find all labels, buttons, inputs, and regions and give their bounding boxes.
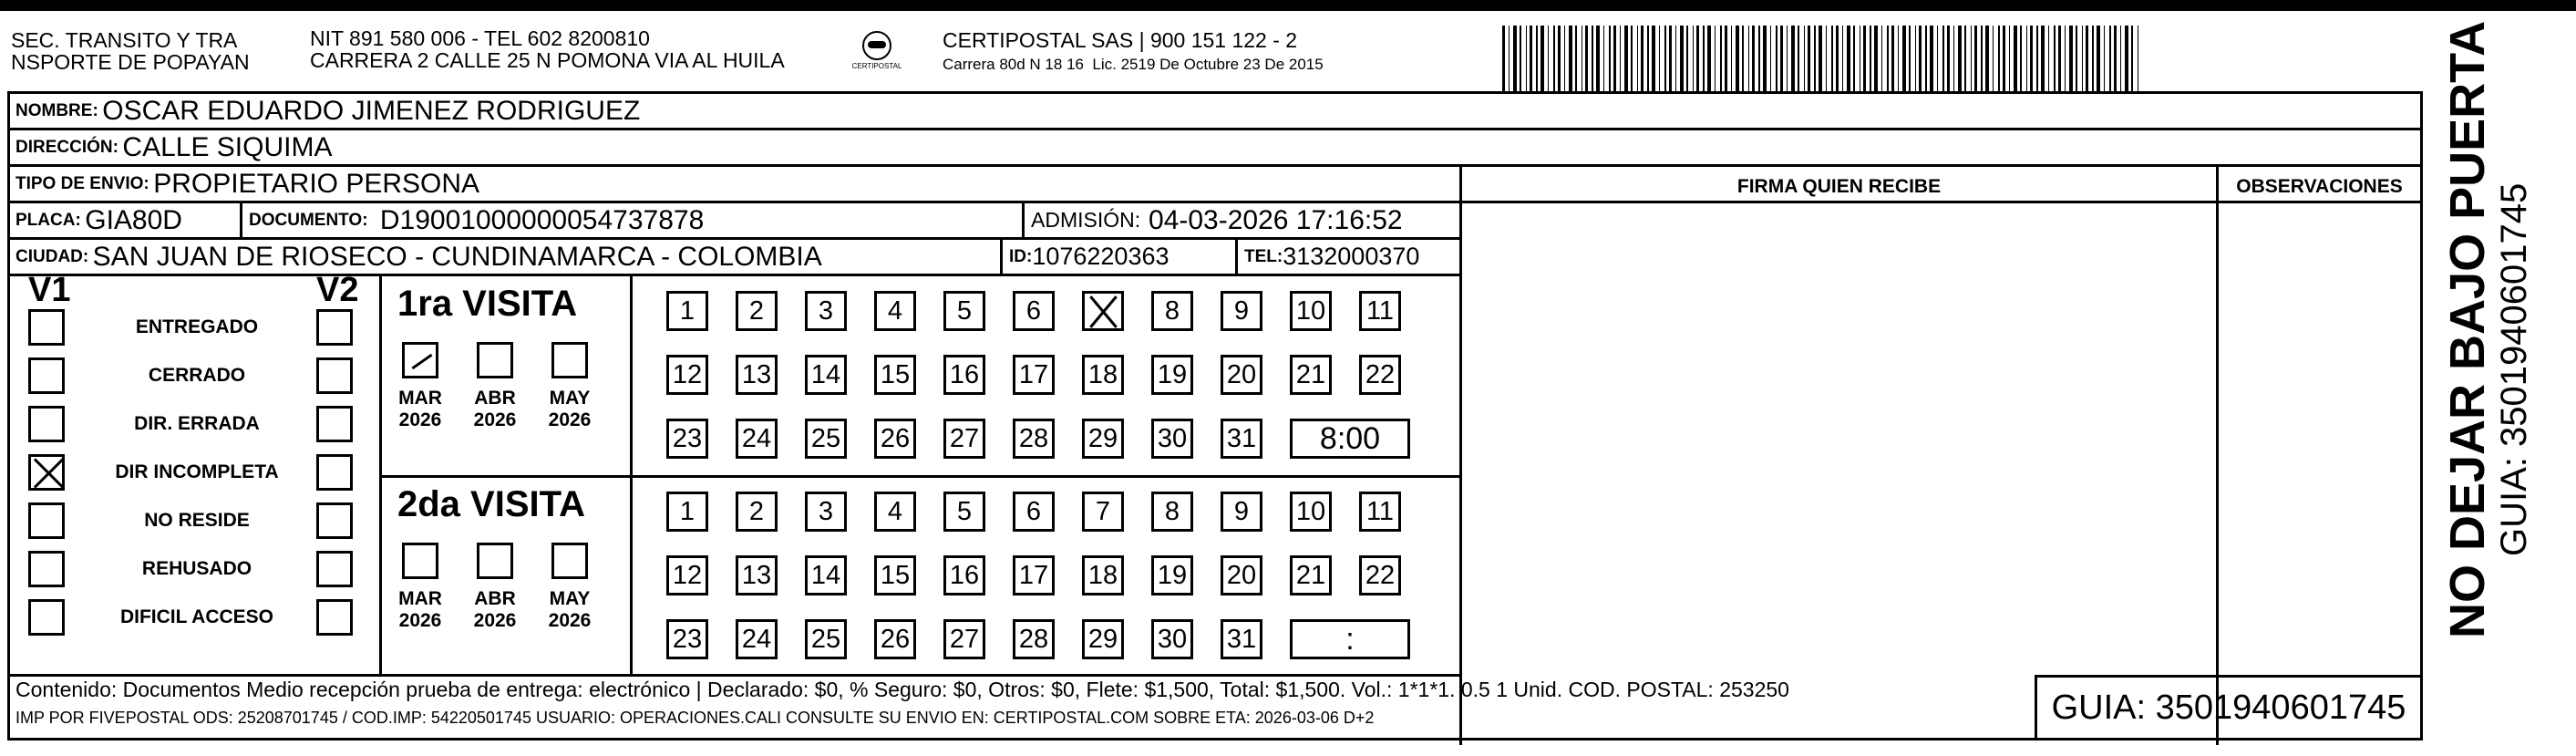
day-box[interactable]: 31 (1221, 619, 1262, 659)
day-box[interactable]: 5 (943, 492, 985, 532)
id-label: ID: (1009, 246, 1033, 266)
day-box[interactable]: 12 (666, 355, 708, 395)
visit-time-box[interactable]: : (1290, 619, 1410, 659)
barcode-bar (1725, 26, 1727, 91)
barcode-bar (1937, 26, 1938, 91)
barcode-bar (2026, 26, 2027, 91)
tel-label: TEL: (1244, 246, 1283, 266)
barcode-bar (2131, 26, 2133, 91)
barcode-bar (2092, 26, 2094, 91)
day-box[interactable]: 16 (943, 355, 985, 395)
day-box[interactable]: 13 (736, 555, 778, 595)
month-label: MAR 2026 (398, 388, 442, 431)
barcode (1502, 26, 2142, 91)
barcode-bar (1680, 26, 1684, 91)
ciudad-label: CIUDAD: (15, 246, 89, 266)
barcode-bar (1891, 26, 1894, 91)
barcode-bar (1787, 26, 1788, 91)
barcode-bar (1558, 26, 1561, 91)
barcode-bar (1736, 26, 1739, 91)
guia-box (2035, 675, 2423, 740)
barcode-bar (1826, 26, 1827, 91)
company-block (943, 29, 1324, 73)
barcode-bar (1731, 26, 1732, 91)
barcode-bar (1548, 26, 1549, 91)
barcode-bar (1804, 26, 1805, 91)
day-box[interactable]: 25 (805, 419, 847, 459)
barcode-bar (1763, 26, 1767, 91)
day-box[interactable]: 20 (1221, 355, 1262, 395)
status-label: CERRADO (148, 365, 246, 386)
day-box[interactable]: 9 (1221, 492, 1262, 532)
logo-icon (862, 31, 891, 60)
delivery-form (7, 91, 2423, 740)
day-box[interactable]: 2 (736, 492, 778, 532)
month-label: ABR 2026 (473, 388, 517, 431)
status-label: NO RESIDE (144, 510, 250, 531)
barcode-bar (1631, 26, 1633, 91)
barcode-bar (1748, 26, 1749, 91)
v2-checkbox-0[interactable] (316, 309, 353, 346)
ciudad-value: SAN JUAN DE RIOSECO - CUNDINAMARCA - COLOMBIA (92, 241, 822, 272)
guia-box-text: GUIA: 3501940601745 (2051, 688, 2406, 727)
day-box[interactable]: 12 (666, 555, 708, 595)
day-box[interactable]: 7 (1082, 492, 1124, 532)
day-box[interactable]: 4 (874, 291, 916, 331)
barcode-bar (1798, 26, 1799, 91)
barcode-bar (1808, 26, 1810, 91)
day-box[interactable]: 22 (1359, 555, 1401, 595)
day-box[interactable]: 1 (666, 492, 708, 532)
tel-value: 3132000370 (1283, 243, 1420, 270)
status-label: DIR INCOMPLETA (115, 461, 279, 482)
day-box[interactable]: 21 (1290, 355, 1332, 395)
barcode-bar (1596, 26, 1600, 91)
barcode-bar (1669, 26, 1672, 91)
barcode-bar (1675, 26, 1676, 91)
day-box[interactable]: 14 (805, 555, 847, 595)
sender-block (11, 29, 250, 73)
barcode-bar (1930, 26, 1933, 91)
barcode-bar (1870, 26, 1871, 91)
month-label: MAY 2026 (548, 388, 592, 431)
barcode-bar (2048, 26, 2049, 91)
day-box[interactable]: 8 (1151, 492, 1193, 532)
barcode-bar (2082, 26, 2083, 91)
barcode-bar (1693, 26, 1694, 91)
v2-checkbox-6[interactable] (316, 599, 353, 636)
day-box[interactable]: 23 (666, 619, 708, 659)
day-box[interactable]: 20 (1221, 555, 1262, 595)
barcode-bar (1641, 26, 1643, 91)
barcode-bar (1985, 26, 1989, 91)
barcode-bar (1814, 26, 1816, 91)
barcode-bar (1971, 26, 1972, 91)
day-box[interactable] (1082, 291, 1124, 331)
placa-value: GIA80D (85, 204, 182, 235)
barcode-bar (1513, 26, 1517, 91)
top-edge-bar (0, 0, 2576, 11)
nit-block (310, 27, 785, 71)
side-guia: GUIA: 3501940601745 (2494, 182, 2534, 556)
day-box[interactable]: 28 (1013, 419, 1055, 459)
barcode-bar (1647, 26, 1649, 91)
month-checkbox-abr[interactable] (477, 342, 513, 378)
day-box[interactable]: 22 (1359, 355, 1401, 395)
barcode-bar (2030, 26, 2033, 91)
day-box[interactable]: 24 (736, 619, 778, 659)
nombre-value: OSCAR EDUARDO JIMENEZ RODRIGUEZ (102, 95, 641, 126)
day-box[interactable]: 11 (1359, 291, 1401, 331)
v1-checkbox-3[interactable] (28, 454, 65, 491)
day-box[interactable]: 27 (943, 419, 985, 459)
day-box[interactable]: 30 (1151, 619, 1193, 659)
day-box[interactable]: 19 (1151, 355, 1193, 395)
placa-label: PLACA: (15, 210, 81, 230)
documento-value: D19001000000054737878 (379, 204, 705, 235)
barcode-bar (1791, 26, 1795, 91)
barcode-bar (2086, 26, 2088, 91)
row-ciudad (10, 240, 1459, 276)
day-box[interactable]: 27 (943, 619, 985, 659)
barcode-bar (1652, 26, 1655, 91)
day-box[interactable]: 24 (736, 419, 778, 459)
barcode-bar (2054, 26, 2056, 91)
day-box[interactable]: 9 (1221, 291, 1262, 331)
day-box[interactable]: 29 (1082, 619, 1124, 659)
day-box[interactable]: 18 (1082, 355, 1124, 395)
barcode-bar (1624, 26, 1628, 91)
visit-time-box[interactable]: 8:00 (1290, 419, 1410, 459)
barcode-bar (2097, 26, 2100, 91)
barcode-bar (1564, 26, 1565, 91)
barcode-bar (1780, 26, 1783, 91)
barcode-bar (1520, 26, 1521, 91)
barcode-bar (1609, 26, 1611, 91)
barcode-bar (1847, 26, 1850, 91)
day-box[interactable]: 26 (874, 619, 916, 659)
barcode-bar (1742, 26, 1744, 91)
day-box[interactable]: 10 (1290, 291, 1332, 331)
barcode-bar (2114, 26, 2117, 91)
direccion-label: DIRECCIÓN: (15, 137, 118, 157)
month-checkbox-may[interactable] (551, 543, 588, 579)
barcode-bar (1637, 26, 1638, 91)
day-box[interactable]: 13 (736, 355, 778, 395)
tipo-label: TIPO DE ENVIO: (15, 173, 149, 193)
nit-line-2: CARRERA 2 CALLE 25 N POMONA VIA AL HUILA (310, 48, 785, 73)
barcode-bar (2069, 26, 2073, 91)
month-label: ABR 2026 (473, 588, 517, 632)
v1-checkbox-1[interactable] (28, 357, 65, 394)
status-label: DIR. ERRADA (134, 413, 260, 434)
barcode-bar (1831, 26, 1833, 91)
barcode-bar (1585, 26, 1588, 91)
v1-checkbox-0[interactable] (28, 309, 65, 346)
barcode-bar (2125, 26, 2128, 91)
v1-label: V1 (28, 271, 71, 309)
barcode-bar (1881, 26, 1882, 91)
barcode-bar (1853, 26, 1855, 91)
day-box[interactable]: 2 (736, 291, 778, 331)
barcode-bar (1703, 26, 1705, 91)
barcode-bar (1974, 26, 1977, 91)
company-line-1: CERTIPOSTAL SAS | 900 151 122 - 2 (943, 28, 1298, 52)
barcode-bar (1540, 26, 1544, 91)
barcode-bar (1909, 26, 1911, 91)
v1-checkbox-4[interactable] (28, 502, 65, 539)
barcode-bar (2020, 26, 2022, 91)
direccion-value: CALLE SIQUIMA (122, 131, 333, 162)
day-box[interactable]: 16 (943, 555, 985, 595)
day-box[interactable]: 6 (1013, 291, 1055, 331)
month-label: MAR 2026 (398, 588, 442, 632)
nombre-label: NOMBRE: (15, 100, 98, 120)
barcode-bar (1603, 26, 1604, 91)
v1-checkbox-6[interactable] (28, 599, 65, 636)
barcode-bar (2109, 26, 2111, 91)
month-checkbox-mar[interactable] (402, 543, 438, 579)
row-direccion (10, 130, 2420, 167)
month-checkbox-may[interactable] (551, 342, 588, 378)
barcode-bar (1770, 26, 1771, 91)
barcode-bar (1613, 26, 1616, 91)
barcode-bar (1696, 26, 1699, 91)
firma-quien-recibe-label: FIRMA QUIEN RECIBE (1736, 176, 1942, 197)
day-box[interactable]: 4 (874, 492, 916, 532)
barcode-bar (1758, 26, 1760, 91)
v2-checkbox-1[interactable] (316, 357, 353, 394)
barcode-bar (1898, 26, 1899, 91)
barcode-bar (2036, 26, 2038, 91)
day-box[interactable]: 23 (666, 419, 708, 459)
barcode-bar (1964, 26, 1966, 91)
barcode-bar (1874, 26, 1878, 91)
row-nombre (10, 94, 2420, 130)
month-checkbox-abr[interactable] (477, 543, 513, 579)
day-box[interactable]: 29 (1082, 419, 1124, 459)
barcode-bar (2014, 26, 2017, 91)
status-label: REHUSADO (141, 558, 252, 579)
barcode-bar (2065, 26, 2066, 91)
logo-text: CERTIPOSTAL (851, 62, 902, 70)
month-label: MAY 2026 (548, 588, 592, 632)
status-label: ENTREGADO (135, 316, 259, 337)
v1-checkbox-2[interactable] (28, 406, 65, 442)
barcode-bar (1509, 26, 1510, 91)
barcode-bar (1925, 26, 1927, 91)
v2-checkbox-4[interactable] (316, 502, 353, 539)
barcode-bar (1993, 26, 1994, 91)
day-box[interactable]: 5 (943, 291, 985, 331)
day-box[interactable]: 25 (805, 619, 847, 659)
barcode-bar (1863, 26, 1866, 91)
admision-label: ADMISIÓN: (1031, 208, 1141, 232)
barcode-bar (2003, 26, 2005, 91)
barcode-bar (1553, 26, 1555, 91)
day-box[interactable]: 15 (874, 555, 916, 595)
documento-label: DOCUMENTO: (249, 210, 368, 230)
day-box[interactable]: 17 (1013, 355, 1055, 395)
barcode-bar (2041, 26, 2045, 91)
footer-contenido: Contenido: Documentos Medio recepción prueba de entrega: electrónico | Declarado: $0, % Seguro: $0, Otros: $0, Flete: $1,500, Total: $1,500. Vol.: 1*1*1. 0.5 1 Unid. COD. POSTAL: 253250 (15, 678, 1789, 701)
barcode-bar (1887, 26, 1889, 91)
barcode-bar (1981, 26, 1983, 91)
visit-title-1: 1ra VISITA (397, 284, 578, 324)
day-box[interactable]: 3 (805, 291, 847, 331)
barcode-bar (1998, 26, 2000, 91)
day-box[interactable]: 8 (1151, 291, 1193, 331)
v1-checkbox-5[interactable] (28, 551, 65, 587)
barcode-bar (1776, 26, 1777, 91)
barcode-bar (2076, 26, 2077, 91)
day-box[interactable]: 10 (1290, 492, 1332, 532)
tipo-value: PROPIETARIO PERSONA (153, 168, 480, 199)
barcode-bar (1659, 26, 1660, 91)
no-dejar-bajo-puerta: NO DEJAR BAJO PUERTA (2440, 20, 2495, 638)
day-box[interactable]: 28 (1013, 619, 1055, 659)
day-box[interactable]: 31 (1221, 419, 1262, 459)
barcode-bar (1575, 26, 1577, 91)
status-label: DIFICIL ACCESO (119, 606, 273, 627)
company-line-2: Carrera 80d N 18 16 Lic. 2519 De Octubre 23 De 2015 (943, 56, 1324, 74)
barcode-bar (1947, 26, 1950, 91)
row-placa (10, 203, 1459, 240)
admision-value: 04-03-2026 17:16:52 (1149, 204, 1403, 235)
certipostal-logo (848, 31, 906, 77)
barcode-bar (1707, 26, 1711, 91)
barcode-bar (2104, 26, 2105, 91)
day-box[interactable]: 11 (1359, 492, 1401, 532)
barcode-bar (1502, 26, 1505, 91)
barcode-bar (1919, 26, 1922, 91)
barcode-bar (1686, 26, 1688, 91)
day-box[interactable]: 19 (1151, 555, 1193, 595)
day-box[interactable]: 21 (1290, 555, 1332, 595)
barcode-bar (1958, 26, 1962, 91)
sender-line-1: SEC. TRANSITO Y TRA (11, 28, 238, 52)
day-box[interactable]: 14 (805, 355, 847, 395)
barcode-bar (1953, 26, 1954, 91)
barcode-bar (1620, 26, 1621, 91)
v2-checkbox-3[interactable] (316, 454, 353, 491)
barcode-bar (1842, 26, 1843, 91)
day-box[interactable]: 17 (1013, 555, 1055, 595)
day-box[interactable]: 1 (666, 291, 708, 331)
barcode-bar (1715, 26, 1716, 91)
barcode-bar (1836, 26, 1839, 91)
visit-title-2: 2da VISITA (397, 484, 585, 524)
v2-label: V2 (316, 271, 359, 309)
day-box[interactable]: 3 (805, 492, 847, 532)
observaciones-label: OBSERVACIONES (2236, 176, 2403, 197)
day-box[interactable]: 15 (874, 355, 916, 395)
month-checkbox-mar[interactable] (402, 342, 438, 378)
barcode-bar (1902, 26, 1906, 91)
v2-checkbox-2[interactable] (316, 406, 353, 442)
barcode-bar (1530, 26, 1532, 91)
barcode-bar (1942, 26, 1944, 91)
barcode-bar (2058, 26, 2061, 91)
v2-checkbox-5[interactable] (316, 551, 353, 587)
barcode-bar (1592, 26, 1593, 91)
barcode-bar (2120, 26, 2121, 91)
id-value: 1076220363 (1032, 243, 1170, 270)
barcode-bar (1819, 26, 1822, 91)
barcode-bar (1752, 26, 1755, 91)
day-box[interactable]: 30 (1151, 419, 1193, 459)
barcode-bar (1915, 26, 1916, 91)
day-box[interactable]: 26 (874, 419, 916, 459)
nit-line-1: NIT 891 580 006 - TEL 602 8200810 (310, 26, 650, 50)
barcode-bar (1720, 26, 1722, 91)
day-box[interactable]: 6 (1013, 492, 1055, 532)
barcode-bar (1536, 26, 1538, 91)
barcode-bar (2009, 26, 2010, 91)
barcode-bar (1569, 26, 1572, 91)
sender-line-2: NSPORTE DE POPAYAN (11, 50, 250, 75)
row-tipo-envio (10, 167, 1459, 203)
barcode-bar (1526, 26, 1527, 91)
day-box[interactable]: 18 (1082, 555, 1124, 595)
footer-imp: IMP POR FIVEPOSTAL ODS: 25208701745 / COD.IMP: 54220501745 USUARIO: OPERACIONES.CALI CONSULTE SU ENVIO EN: CERTIPOSTAL.COM SOBRE ETA: 2026-03-06 D+2 (15, 709, 1375, 727)
barcode-bar (1664, 26, 1666, 91)
